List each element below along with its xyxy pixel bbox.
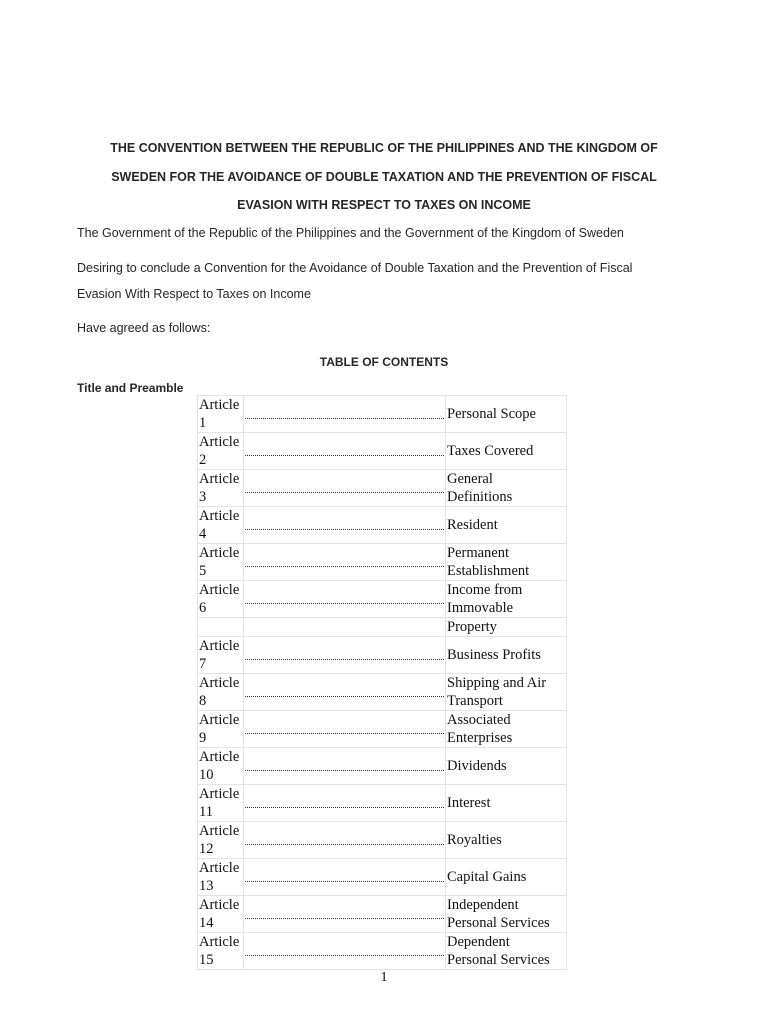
toc-row	[198, 433, 567, 470]
toc-article-cell	[198, 396, 244, 433]
toc-article-number: 5	[199, 563, 207, 579]
toc-article-word: Article	[199, 934, 240, 950]
toc-article-title-line: Transport	[447, 693, 503, 709]
toc-article-word: Article	[199, 823, 240, 839]
toc-article-title	[446, 674, 567, 711]
toc-article-title-line: Personal Services	[447, 915, 550, 931]
toc-row	[198, 637, 567, 674]
toc-row	[198, 711, 567, 748]
toc-article-cell	[198, 822, 244, 859]
toc-leader-cell	[244, 933, 446, 970]
toc-article-cell	[198, 618, 244, 637]
toc-article-title	[446, 507, 567, 544]
toc-article-number: 13	[199, 878, 214, 894]
toc-article-title-line: Immovable	[447, 600, 514, 616]
toc-dot-leader	[245, 455, 444, 456]
toc-row	[198, 581, 567, 618]
toc-article-number: 2	[199, 452, 207, 468]
toc-article-cell	[198, 470, 244, 507]
toc-article-word: Article	[199, 582, 240, 598]
toc-article-title	[446, 748, 567, 785]
toc-leader-cell	[244, 748, 446, 785]
toc-leader-cell	[244, 396, 446, 433]
toc-article-cell	[198, 859, 244, 896]
toc-row	[198, 859, 567, 896]
toc-article-cell	[198, 785, 244, 822]
toc-article-title-line: Taxes Covered	[447, 443, 534, 459]
toc-article-title-line: Shipping and Air	[447, 675, 547, 691]
toc-article-cell	[198, 544, 244, 581]
toc-article-word: Article	[199, 434, 240, 450]
toc-article-word: Article	[199, 749, 240, 765]
toc-article-title-line: Royalties	[447, 832, 502, 848]
toc-leader-cell	[244, 896, 446, 933]
toc-article-cell	[198, 896, 244, 933]
table-of-contents	[197, 395, 567, 970]
title-line-1: THE CONVENTION BETWEEN THE REPUBLIC OF THE PHILIPPINES AND THE KINGDOM OF	[110, 141, 658, 155]
toc-article-number: 10	[199, 767, 214, 783]
toc-leader-cell	[244, 618, 446, 637]
toc-dot-leader	[245, 733, 444, 734]
toc-article-title	[446, 618, 567, 637]
toc-article-number: 11	[199, 804, 213, 820]
toc-article-title-line: Resident	[447, 517, 498, 533]
preamble-agreed: Have agreed as follows:	[77, 321, 211, 335]
toc-leader-cell	[244, 581, 446, 618]
preamble-desiring-line-2: Evasion With Respect to Taxes on Income	[77, 287, 311, 301]
toc-article-title	[446, 433, 567, 470]
toc-dot-leader	[245, 696, 444, 697]
toc-dot-leader	[245, 881, 444, 882]
toc-row	[198, 396, 567, 433]
toc-article-title-line: Personal Scope	[447, 406, 536, 422]
toc-leader-cell	[244, 507, 446, 544]
toc-article-cell	[198, 748, 244, 785]
toc-row	[198, 674, 567, 711]
toc-row	[198, 822, 567, 859]
toc-row	[198, 896, 567, 933]
toc-article-title	[446, 637, 567, 674]
toc-dot-leader	[245, 844, 444, 845]
toc-article-title-line: Dependent	[447, 934, 510, 950]
toc-article-title	[446, 581, 567, 618]
toc-dot-leader	[245, 659, 444, 660]
toc-article-title-line: Definitions	[447, 489, 513, 505]
toc-article-cell	[198, 433, 244, 470]
preamble-desiring	[77, 255, 697, 307]
toc-article-number: 1	[199, 415, 207, 431]
toc-article-cell	[198, 507, 244, 544]
toc-row	[198, 933, 567, 970]
toc-article-word: Article	[199, 860, 240, 876]
toc-article-cell	[198, 637, 244, 674]
toc-article-title-line: Interest	[447, 795, 491, 811]
toc-article-title	[446, 785, 567, 822]
toc-article-number: 6	[199, 600, 207, 616]
toc-leader-cell	[244, 544, 446, 581]
title-line-2: SWEDEN FOR THE AVOIDANCE OF DOUBLE TAXATION AND THE PREVENTION OF FISCAL	[111, 169, 657, 184]
document-title	[60, 134, 708, 220]
toc-article-number: 14	[199, 915, 214, 931]
toc-leader-cell	[244, 674, 446, 711]
toc-leader-cell	[244, 711, 446, 748]
toc-article-title	[446, 544, 567, 581]
toc-dot-leader	[245, 955, 444, 956]
toc-dot-leader	[245, 492, 444, 493]
toc-row	[198, 507, 567, 544]
toc-article-title-line: Income from	[447, 582, 523, 598]
toc-article-cell	[198, 711, 244, 748]
toc-article-number: 15	[199, 952, 214, 968]
title-line-3: EVASION WITH RESPECT TO TAXES ON INCOME	[237, 198, 531, 212]
toc-article-word: Article	[199, 471, 240, 487]
toc-article-title	[446, 470, 567, 507]
toc-article-word: Article	[199, 508, 240, 524]
toc-article-number: 7	[199, 656, 207, 672]
toc-dot-leader	[245, 918, 444, 919]
toc-leader-cell	[244, 637, 446, 674]
toc-article-title-line: General	[447, 471, 493, 487]
toc-article-title-line: Associated	[447, 712, 511, 728]
toc-article-word: Article	[199, 786, 240, 802]
toc-article-title-line: Capital Gains	[447, 869, 527, 885]
toc-article-title-line: Property	[447, 619, 497, 635]
toc-article-word: Article	[199, 712, 240, 728]
toc-article-word: Article	[199, 897, 240, 913]
toc-article-title-line: Personal Services	[447, 952, 550, 968]
preamble-desiring-line-1: Desiring to conclude a Convention for the Avoidance of Double Taxation and the Prevention of Fiscal	[77, 261, 633, 275]
toc-dot-leader	[245, 566, 444, 567]
toc-section-title-preamble: Title and Preamble	[77, 381, 184, 395]
toc-article-title-line: Business Profits	[447, 647, 541, 663]
toc-dot-leader	[245, 603, 444, 604]
toc-article-title	[446, 859, 567, 896]
toc-article-title-line: Dividends	[447, 758, 507, 774]
toc-row	[198, 470, 567, 507]
toc-article-title	[446, 896, 567, 933]
preamble-governments: The Government of the Republic of the Philippines and the Government of the Kingdom of Sweden	[77, 226, 624, 240]
toc-article-number: 9	[199, 730, 207, 746]
toc-dot-leader	[245, 770, 444, 771]
toc-dot-leader	[245, 418, 444, 419]
toc-article-title-line: Enterprises	[447, 730, 513, 746]
toc-article-cell	[198, 581, 244, 618]
toc-article-title-line: Permanent	[447, 545, 510, 561]
toc-row	[198, 618, 567, 637]
toc-row	[198, 544, 567, 581]
toc-row	[198, 748, 567, 785]
toc-leader-cell	[244, 822, 446, 859]
toc-leader-cell	[244, 859, 446, 896]
toc-article-title	[446, 711, 567, 748]
toc-article-word: Article	[199, 545, 240, 561]
page-number: 1	[380, 970, 388, 985]
toc-article-word: Article	[199, 675, 240, 691]
toc-article-number: 8	[199, 693, 207, 709]
toc-article-word: Article	[199, 397, 240, 413]
toc-leader-cell	[244, 785, 446, 822]
toc-heading: TABLE OF CONTENTS	[319, 355, 449, 369]
toc-article-word: Article	[199, 638, 240, 654]
toc-article-title-line: Establishment	[447, 563, 530, 579]
toc-article-cell	[198, 933, 244, 970]
toc-leader-cell	[244, 433, 446, 470]
toc-leader-cell	[244, 470, 446, 507]
toc-article-number: 3	[199, 489, 207, 505]
toc-article-number: 12	[199, 841, 214, 857]
toc-dot-leader	[245, 807, 444, 808]
toc-article-title	[446, 822, 567, 859]
toc-article-title	[446, 933, 567, 970]
toc-article-cell	[198, 674, 244, 711]
toc-article-title	[446, 396, 567, 433]
toc-row	[198, 785, 567, 822]
toc-dot-leader	[245, 529, 444, 530]
toc-article-title-line: Independent	[447, 897, 519, 913]
toc-article-number: 4	[199, 526, 207, 542]
